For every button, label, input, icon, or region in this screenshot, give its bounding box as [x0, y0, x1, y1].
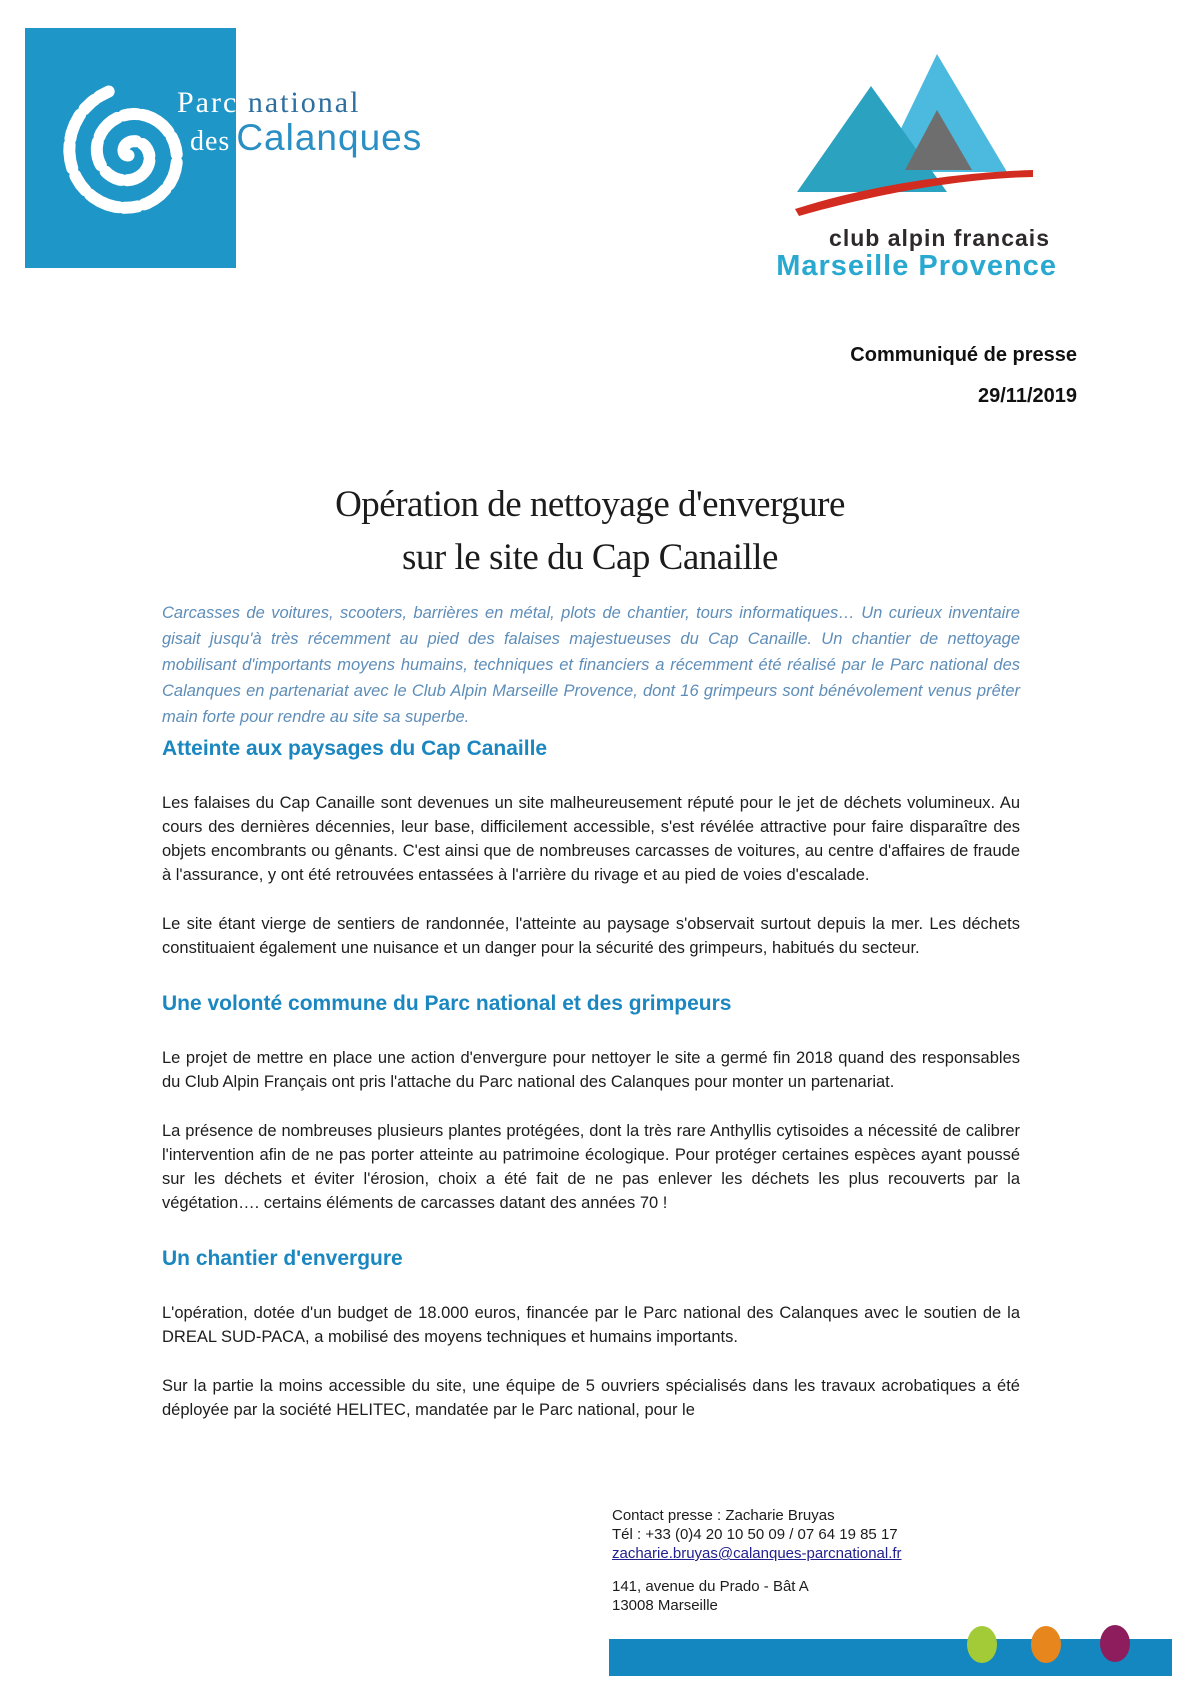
- contact-name: Contact presse : Zacharie Bruyas: [612, 1507, 835, 1524]
- parc-logo-word-parc: Parc: [177, 86, 239, 119]
- paragraph: Le projet de mettre en place une action d'envergure pour nettoyer le site a germé fin 2018 quand des responsables du Club Alpin Français ont pris l'attache du Parc national des Calanques pour monter un partenariat.: [162, 1049, 1020, 1091]
- contact-block: [612, 1506, 902, 1615]
- parc-logo-word-calanques: Calanques: [236, 117, 423, 158]
- mountains-icon: [745, 42, 1065, 222]
- parc-calanques-logo: [0, 0, 470, 290]
- document-title: [160, 478, 1020, 584]
- parc-logo-line1: [177, 86, 360, 120]
- footer-brand-bar: [609, 1639, 1172, 1676]
- club-alpin-label: club alpin francais: [829, 225, 1050, 251]
- paragraph: Le site étant vierge de sentiers de randonnée, l'atteinte au paysage s'observait surtout depuis la mer. Les déchets constituaient également une nuisance et un danger pour la sécurité des grimpeurs, habitués du secteur.: [162, 915, 1020, 957]
- section-heading-volonte: Une volonté commune du Parc national et des grimpeurs: [162, 992, 732, 1015]
- address-line2: 13008 Marseille: [612, 1597, 718, 1614]
- purple-dot-icon: [1100, 1625, 1130, 1662]
- contact-phone: Tél : +33 (0)4 20 10 50 09 / 07 64 19 85 17: [612, 1526, 898, 1543]
- paragraph: La présence de nombreuses plusieurs plantes protégées, dont la très rare Anthyllis cytisoides a nécessité de calibrer l'intervention afin de ne pas porter atteinte au patrimoine écologique. Pour protéger certaines espèces ayant poussé sur les déchets et éviter l'érosion, choix a été fait de ne pas enlever les déchets les plus recouverts par la végétation…. certains éléments de carcasses datant des années 70 !: [162, 1122, 1020, 1212]
- section-heading-chantier: Un chantier d'envergure: [162, 1247, 403, 1270]
- press-release-date: 29/11/2019: [978, 385, 1077, 407]
- document-title-line1: Opération de nettoyage d'envergure: [335, 484, 845, 525]
- section-heading-atteinte: Atteinte aux paysages du Cap Canaille: [162, 737, 548, 760]
- parc-logo-word-national: national: [247, 86, 361, 119]
- press-header: [850, 344, 1077, 408]
- paragraph: Sur la partie la moins accessible du site, une équipe de 5 ouvriers spécialisés dans les travaux acrobatiques a été déployée par la société HELITEC, mandatée par le Parc national, pour le: [162, 1377, 1020, 1419]
- article-body: [162, 737, 1020, 1447]
- green-dot-icon: [967, 1626, 997, 1663]
- spacer: [612, 1563, 902, 1577]
- parc-logo-word-des: des: [190, 126, 231, 157]
- paragraph: L'opération, dotée d'un budget de 18.000 euros, financée par le Parc national des Calanques avec le soutien de la DREAL SUD-PACA, a mobilisé des moyens techniques et humains importants.: [162, 1304, 1020, 1346]
- press-release-label: Communiqué de presse: [850, 344, 1077, 366]
- paragraph: Les falaises du Cap Canaille sont devenues un site malheureusement réputé pour le jet de déchets volumineux. Au cours des dernières décennies, leur base, difficilement accessible, s'est révélée attractive pour faire disparaître des objets encombrants ou gênants. C'est ainsi que de nombreuses carcasses de voitures, au centre d'affaires de fraude à l'assurance, y ont été retrouvées entassées à l'arrière du rivage et au pied de voies d'escalade.: [162, 794, 1020, 884]
- address-line1: 141, avenue du Prado - Bât A: [612, 1578, 809, 1595]
- lead-paragraph: Carcasses de voitures, scooters, barrières en métal, plots de chantier, tours informatiques… Un curieux inventaire gisait jusqu'à très récemment au pied des falaises majestueuses du Cap Canaille. Un chantier de nettoyage mobilisant d'importants moyens humains, techniques et financiers a récemment été réalisé par le Parc national des Calanques en partenariat avec le Club Alpin Marseille Provence, dont 16 grimpeurs sont bénévolement venus prêter main forte pour rendre au site sa superbe.: [162, 604, 1020, 726]
- parc-logo-line2: [190, 117, 422, 159]
- club-alpin-logo: [745, 42, 1065, 287]
- marseille-provence-label: Marseille Provence: [776, 250, 1057, 282]
- document-title-line2: sur le site du Cap Canaille: [402, 537, 778, 578]
- contact-email-link[interactable]: zacharie.bruyas@calanques-parcnational.fr: [612, 1545, 902, 1562]
- orange-dot-icon: [1031, 1626, 1061, 1663]
